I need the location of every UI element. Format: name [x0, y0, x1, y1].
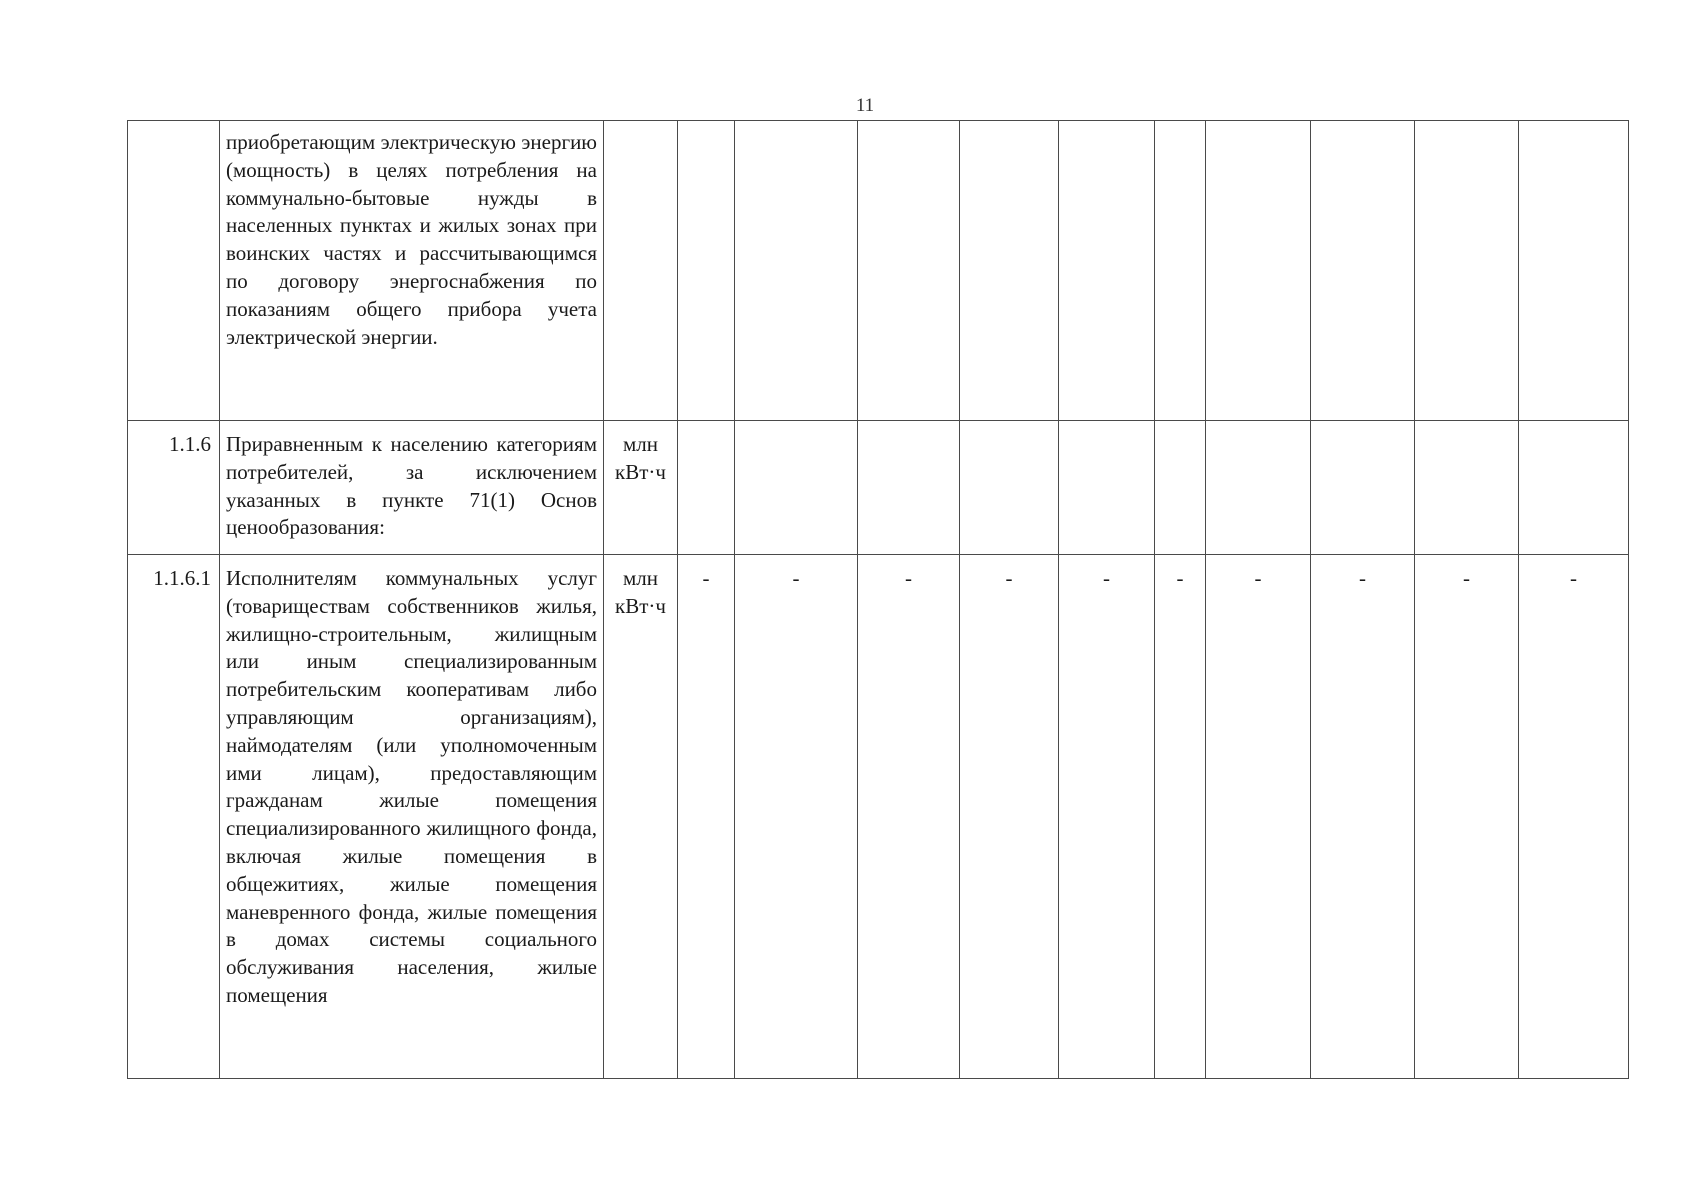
value-cell	[1059, 421, 1155, 555]
table-row	[128, 121, 1629, 421]
value-cell	[1206, 121, 1311, 421]
value-cell	[858, 121, 960, 421]
value-cell	[1206, 421, 1311, 555]
value-cell	[1415, 421, 1519, 555]
value-cell	[1519, 421, 1629, 555]
row-number: 1.1.6	[128, 421, 220, 555]
tariff-table	[127, 120, 1629, 1079]
table-row	[128, 421, 1629, 555]
row-description: приобретающим электрическую энергию (мощность) в целях потребления на коммунально-бытовые нужды в населенных пунктах и жилых зонах при воинских частях и рассчитывающимся по договору энергоснабжения по показаниям общего прибора учета электрической энергии.	[220, 121, 604, 421]
value-cell	[735, 421, 858, 555]
value-cell: -	[1206, 555, 1311, 1079]
row-unit: млн кВт·ч	[604, 555, 678, 1079]
row-description: Исполнителям коммунальных услуг (товариществам собственников жилья, жилищно-строительным, жилищным или иным специализированным потребительским кооперативам либо управляющим организациям), наймодателям (или уполномоченным ими лицам), предоставляющим гражданам жилые помещения специализированного жилищного фонда, включая жилые помещения в общежитиях, жилые помещения маневренного фонда, жилые помещения в домах системы социального обслуживания населения, жилые помещения	[220, 555, 604, 1079]
page-number: 11	[855, 95, 875, 116]
table-row	[128, 555, 1629, 1079]
value-cell	[1519, 121, 1629, 421]
value-cell	[1311, 421, 1415, 555]
row-number	[128, 121, 220, 421]
value-cell: -	[960, 555, 1059, 1079]
value-cell	[858, 421, 960, 555]
value-cell	[960, 421, 1059, 555]
value-cell	[960, 121, 1059, 421]
value-cell	[1155, 421, 1206, 555]
value-cell	[1059, 121, 1155, 421]
value-cell: -	[678, 555, 735, 1079]
row-number: 1.1.6.1	[128, 555, 220, 1079]
value-cell	[678, 121, 735, 421]
value-cell	[1155, 121, 1206, 421]
value-cell	[678, 421, 735, 555]
value-cell: -	[1311, 555, 1415, 1079]
value-cell	[1415, 121, 1519, 421]
row-unit: млн кВт·ч	[604, 421, 678, 555]
value-cell: -	[735, 555, 858, 1079]
value-cell	[735, 121, 858, 421]
value-cell	[1311, 121, 1415, 421]
value-cell: -	[1415, 555, 1519, 1079]
value-cell: -	[858, 555, 960, 1079]
value-cell: -	[1155, 555, 1206, 1079]
value-cell: -	[1059, 555, 1155, 1079]
row-unit	[604, 121, 678, 421]
value-cell: -	[1519, 555, 1629, 1079]
row-description: Приравненным к населению категориям потребителей, за исключением указанных в пункте 71(1) Основ ценообразования:	[220, 421, 604, 555]
